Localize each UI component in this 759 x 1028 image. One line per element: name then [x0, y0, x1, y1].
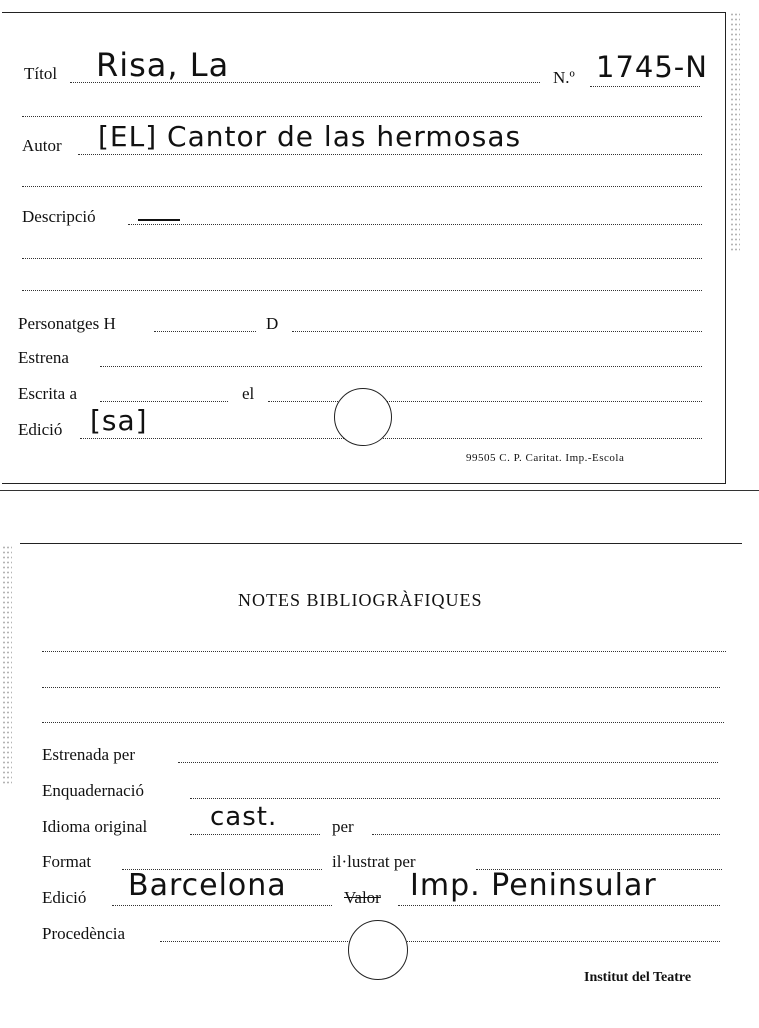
back-edition-label: Edició [42, 888, 87, 907]
premiere-label: Estrena [18, 348, 69, 367]
number-label: N.º [553, 68, 575, 87]
scan-noise-left-bottom [2, 545, 12, 785]
edition-label: Edició [18, 420, 63, 439]
written-label: Escrita a [18, 384, 77, 403]
written-el-label: el [242, 384, 255, 403]
punch-hole-front [334, 388, 392, 446]
author-value: [EL] Cantor de las hermosas [98, 120, 522, 153]
title-value: Risa, La [96, 46, 230, 84]
original-language-line [190, 834, 320, 835]
blank-line-4 [22, 290, 702, 291]
card-separator [0, 490, 759, 491]
premiered-by-label: Estrenada per [42, 745, 135, 764]
format-label: Format [42, 852, 92, 871]
back-edition-line [112, 905, 332, 906]
binding-label: Enquadernació [42, 781, 144, 800]
title-label: Títol [24, 64, 58, 83]
blank-line-2 [22, 186, 702, 187]
per-label: per [332, 817, 354, 836]
original-language-value: cast. [210, 802, 278, 832]
characters-d-line [292, 331, 702, 332]
original-language-label: Idioma original [42, 817, 148, 836]
notes-line-2 [42, 687, 720, 688]
author-line [78, 154, 702, 155]
publisher-value: Imp. Peninsular [410, 868, 657, 903]
illustrated-label: il·lustrat per [332, 852, 416, 871]
premiered-by-line [178, 762, 718, 763]
valor-line [398, 905, 720, 906]
characters-d-label: D [266, 314, 279, 333]
scan-noise-right-top [730, 12, 740, 252]
institution-name: Institut del Teatre [584, 970, 692, 985]
blank-line-3 [22, 258, 702, 259]
binding-line [190, 798, 720, 799]
description-line [128, 224, 702, 225]
notes-line-3 [42, 722, 724, 723]
notes-line-1 [42, 651, 726, 652]
printer-note: 99505 C. P. Caritat. Imp.-Escola [466, 452, 625, 464]
characters-h-line [154, 331, 256, 332]
number-line [590, 86, 700, 87]
notes-heading: NOTES BIBLIOGRÀFIQUES [238, 590, 483, 610]
written-place-line [100, 401, 228, 402]
written-date-line [268, 401, 702, 402]
number-value: 1745-N [596, 50, 708, 84]
per-line [372, 834, 720, 835]
provenance-line [160, 941, 720, 942]
edition-value: [sa] [90, 404, 148, 437]
punch-hole-back [348, 920, 408, 980]
provenance-label: Procedència [42, 924, 126, 943]
characters-label: Personatges H [18, 314, 116, 333]
description-dash [138, 219, 180, 221]
blank-line-1 [22, 116, 702, 117]
valor-label: Valor [344, 888, 381, 907]
back-edition-value: Barcelona [128, 868, 287, 903]
premiere-line [100, 366, 702, 367]
author-label: Autor [22, 136, 62, 155]
edition-line [80, 438, 702, 439]
description-label: Descripció [22, 207, 96, 226]
